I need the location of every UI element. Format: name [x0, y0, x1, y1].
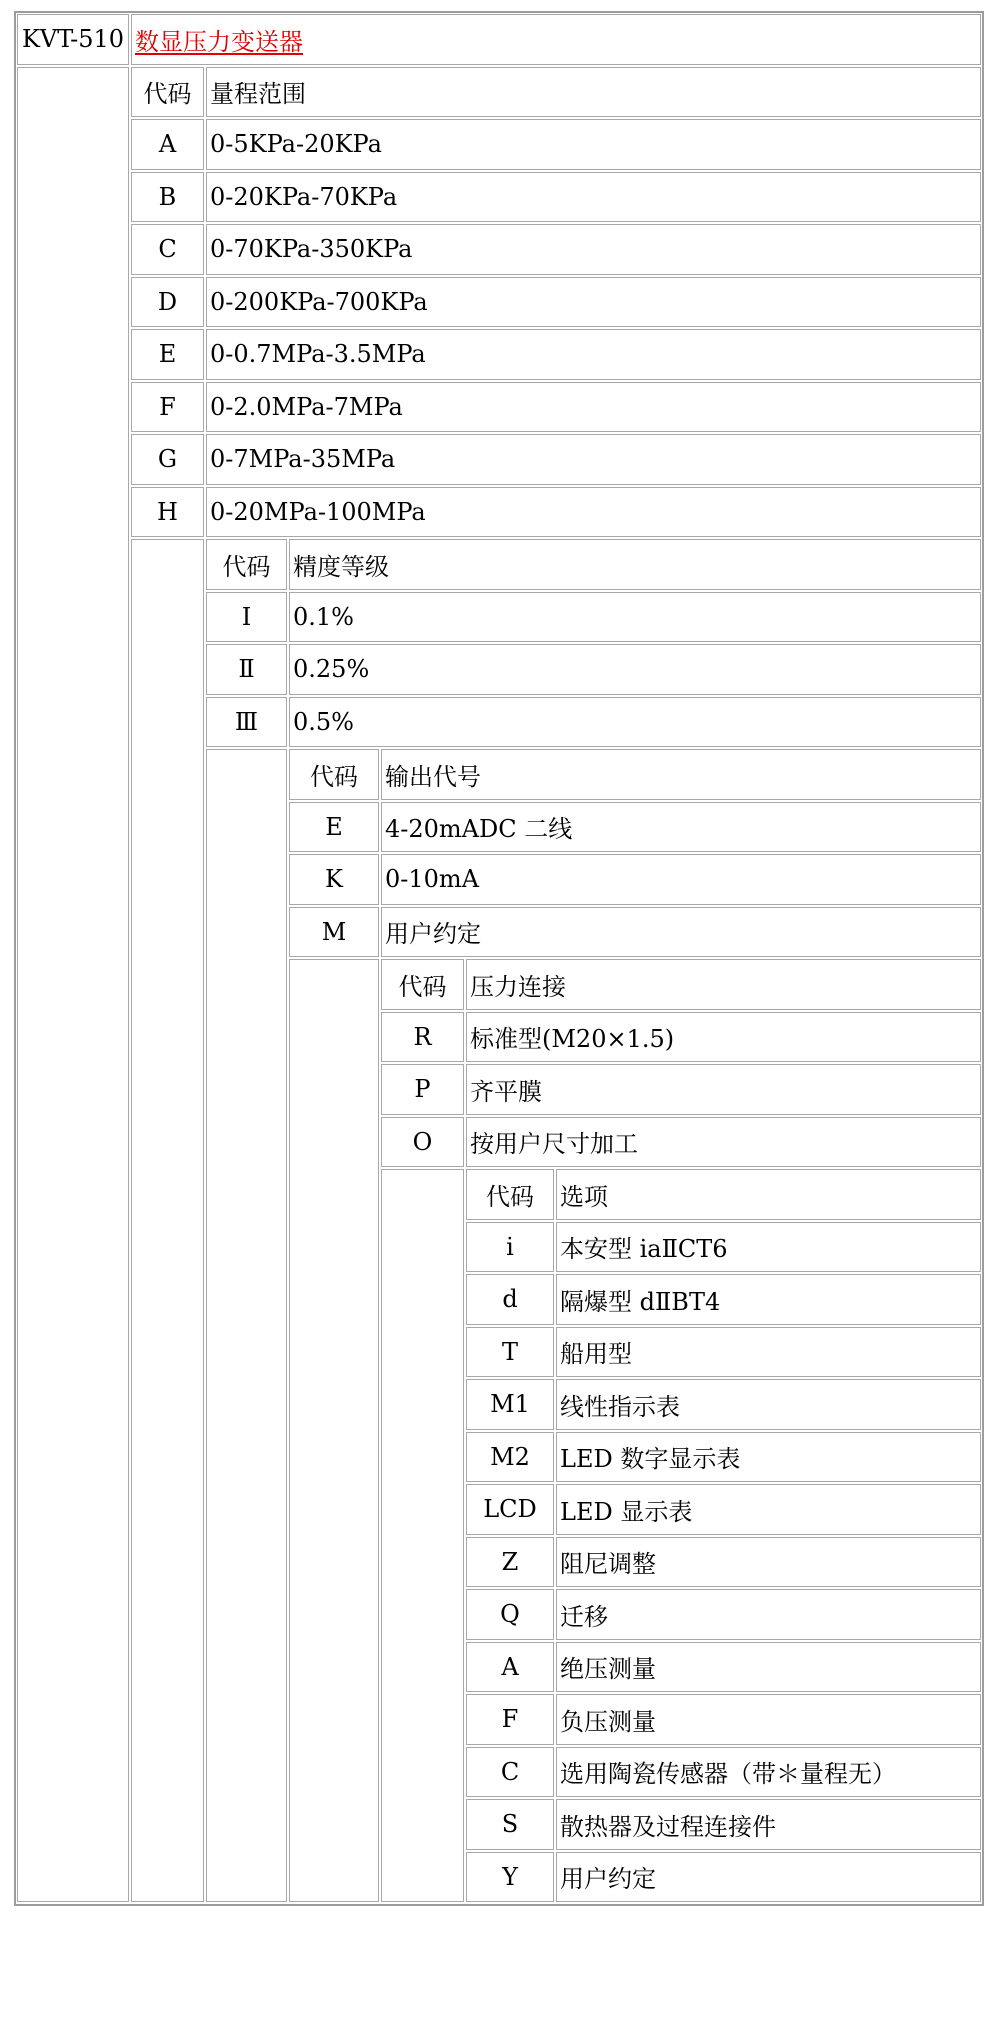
- indent-column-3: [206, 749, 287, 1902]
- section-2-code-header: 代码: [206, 539, 287, 590]
- option-code: T: [466, 1327, 554, 1378]
- option-code: Q: [466, 1589, 554, 1640]
- option-description: 绝压测量: [556, 1642, 981, 1693]
- option-code: LCD: [466, 1484, 554, 1535]
- indent-column-4: [289, 959, 379, 1902]
- option-code: F: [131, 382, 204, 433]
- option-description: 4-20mADC 二线: [381, 802, 981, 853]
- option-code: i: [466, 1222, 554, 1273]
- option-code: H: [131, 487, 204, 538]
- option-code: Y: [466, 1852, 554, 1903]
- option-description: 0-20MPa-100MPa: [206, 487, 981, 538]
- section-2-desc-header: 精度等级: [289, 539, 981, 590]
- option-description: 标准型(M20×1.5): [466, 1012, 981, 1063]
- section-4-desc-header: 压力连接: [466, 959, 981, 1010]
- option-code: A: [131, 119, 204, 170]
- product-title-cell: [131, 14, 981, 65]
- section-5-desc-header: 选项: [556, 1169, 981, 1220]
- option-description: 0-70KPa-350KPa: [206, 224, 981, 275]
- option-description: 迁移: [556, 1589, 981, 1640]
- section-3-code-header: 代码: [289, 749, 379, 800]
- indent-column-2: [131, 539, 204, 1902]
- option-code: A: [466, 1642, 554, 1693]
- option-description: 阻尼调整: [556, 1537, 981, 1588]
- option-code: S: [466, 1799, 554, 1850]
- option-description: 船用型: [556, 1327, 981, 1378]
- option-description: 0-2.0MPa-7MPa: [206, 382, 981, 433]
- option-code: E: [289, 802, 379, 853]
- option-code: K: [289, 854, 379, 905]
- option-code: G: [131, 434, 204, 485]
- option-code: D: [131, 277, 204, 328]
- option-code: E: [131, 329, 204, 380]
- section-1-desc-header: 量程范围: [206, 67, 981, 118]
- option-description: 线性指示表: [556, 1379, 981, 1430]
- option-description: 0-20KPa-70KPa: [206, 172, 981, 223]
- option-code: C: [466, 1747, 554, 1798]
- option-description: 隔爆型 dⅡBT4: [556, 1274, 981, 1325]
- option-code: C: [131, 224, 204, 275]
- option-code: M2: [466, 1432, 554, 1483]
- section-4-code-header: 代码: [381, 959, 464, 1010]
- option-description: 0.5%: [289, 697, 981, 748]
- option-description: LED 数字显示表: [556, 1432, 981, 1483]
- option-code: P: [381, 1064, 464, 1115]
- option-description: 齐平膜: [466, 1064, 981, 1115]
- option-description: LED 显示表: [556, 1484, 981, 1535]
- option-code: M: [289, 907, 379, 958]
- option-description: 0-5KPa-20KPa: [206, 119, 981, 170]
- option-code: M1: [466, 1379, 554, 1430]
- option-description: 0-7MPa-35MPa: [206, 434, 981, 485]
- option-description: 用户约定: [381, 907, 981, 958]
- option-code: B: [131, 172, 204, 223]
- option-code: F: [466, 1694, 554, 1745]
- option-description: 按用户尺寸加工: [466, 1117, 981, 1168]
- option-description: 负压测量: [556, 1694, 981, 1745]
- product-title: 数显压力变送器: [135, 27, 303, 56]
- option-description: 本安型 iaⅡCT6: [556, 1222, 981, 1273]
- option-description: 选用陶瓷传感器（带＊量程无）: [556, 1747, 981, 1798]
- option-description: 0-10mA: [381, 854, 981, 905]
- option-code: Z: [466, 1537, 554, 1588]
- option-code: O: [381, 1117, 464, 1168]
- option-code: d: [466, 1274, 554, 1325]
- option-description: 0-0.7MPa-3.5MPa: [206, 329, 981, 380]
- option-description: 散热器及过程连接件: [556, 1799, 981, 1850]
- option-code: Ⅲ: [206, 697, 287, 748]
- option-description: 用户约定: [556, 1852, 981, 1903]
- indent-column-1: [17, 67, 129, 1903]
- option-code: R: [381, 1012, 464, 1063]
- option-description: 0-200KPa-700KPa: [206, 277, 981, 328]
- section-3-desc-header: 输出代号: [381, 749, 981, 800]
- option-description: 0.25%: [289, 644, 981, 695]
- indent-column-5: [381, 1169, 464, 1902]
- option-code: Ⅱ: [206, 644, 287, 695]
- option-code: Ⅰ: [206, 592, 287, 643]
- section-1-code-header: 代码: [131, 67, 204, 118]
- model-number-cell: KVT-510: [17, 14, 129, 65]
- section-5-code-header: 代码: [466, 1169, 554, 1220]
- option-description: 0.1%: [289, 592, 981, 643]
